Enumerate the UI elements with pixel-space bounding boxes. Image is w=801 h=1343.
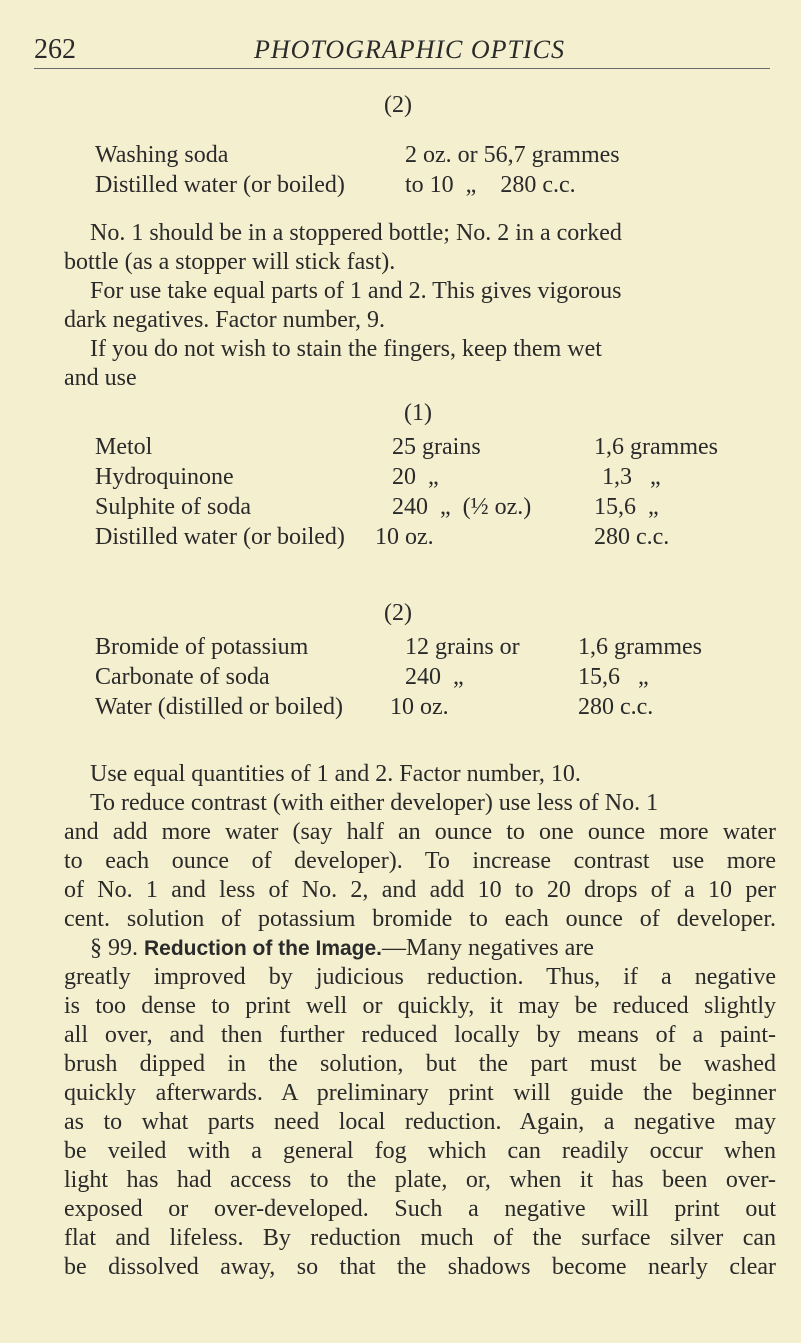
- formula-row: [0, 142, 801, 172]
- ingredient-quantity: 2 oz. or 56,7 grammes: [405, 142, 620, 168]
- running-title: PHOTOGRAPHIC OPTICS: [254, 35, 566, 64]
- section-lead-text: —Many negatives are: [382, 935, 594, 961]
- ingredient-name: Bromide of potassium: [95, 634, 309, 660]
- text-line: flat and lifeless. By reduction much of the surface silver can: [64, 1225, 776, 1251]
- text-line: greatly improved by judicious reduction. Thus, if a negative: [64, 964, 776, 990]
- text-line: To reduce contrast (with either developer) use less of No. 1: [90, 790, 659, 816]
- text-line: Use equal quantities of 1 and 2. Factor number, 10.: [90, 761, 581, 787]
- quantity-grains: 240 „: [405, 664, 464, 690]
- text-line: quickly afterwards. A preliminary print will guide the beginner: [64, 1080, 776, 1106]
- formula-row: [0, 434, 801, 464]
- paragraph: [64, 760, 776, 934]
- quantity-grains: 10 oz.: [390, 694, 449, 720]
- ingredient-name: Washing soda: [95, 142, 229, 168]
- quantity-grains: 240 „ (½ oz.): [392, 494, 532, 520]
- text-line: is too dense to print well or quickly, it may be reduced slightly: [64, 993, 776, 1019]
- ingredient-name: Water (distilled or boiled): [95, 694, 343, 720]
- ingredient-quantity: to 10 „ 280 c.c.: [405, 172, 576, 198]
- text-line: be veiled with a general fog which can readily occur when: [64, 1138, 776, 1164]
- quantity-grammes: 15,6 „: [578, 664, 649, 690]
- quantity-grains: 12 grains or: [405, 634, 520, 660]
- formula-row: [0, 172, 801, 202]
- header-rule: [34, 68, 770, 69]
- section-heading-line: [64, 934, 776, 963]
- text-line: No. 1 should be in a stoppered bottle; No. 2 in a corked: [90, 220, 622, 246]
- quantity-grains: 20 „: [392, 464, 439, 490]
- quantity-grammes: 15,6 „: [594, 494, 659, 520]
- ingredient-name: Metol: [95, 434, 153, 460]
- quantity-grammes: 1,6 grammes: [578, 634, 702, 660]
- text-line: light has had access to the plate, or, when it has been over-: [64, 1167, 776, 1193]
- formula-row: [0, 524, 801, 554]
- text-line: brush dipped in the solution, but the part must be washed: [64, 1051, 776, 1077]
- text-line: For use take equal parts of 1 and 2. This gives vigorous: [90, 278, 622, 304]
- ingredient-name: Distilled water (or boiled): [95, 172, 345, 198]
- ingredient-name: Sulphite of soda: [95, 494, 251, 520]
- text-line: exposed or over-developed. Such a negative will print out: [64, 1196, 776, 1222]
- text-line: If you do not wish to stain the fingers, keep them wet: [90, 336, 602, 362]
- formula-row: [0, 634, 801, 664]
- section-heading: Reduction of the Image.: [144, 937, 383, 960]
- paragraph: [64, 219, 776, 393]
- ingredient-name: Distilled water (or boiled): [95, 524, 345, 550]
- text-line: of No. 1 and less of No. 2, and add 10 to 20 drops of a 10 per: [64, 877, 776, 903]
- quantity-grammes: 280 c.c.: [578, 694, 654, 720]
- text-line: all over, and then further reduced locally by means of a paint-: [64, 1022, 776, 1048]
- text-line: and use: [64, 365, 137, 391]
- formula-row: [0, 464, 801, 494]
- formula-row: [0, 694, 801, 724]
- formula-number: (1): [404, 400, 432, 426]
- text-line: as to what parts need local reduction. Again, a negative may: [64, 1109, 776, 1135]
- text-line: and add more water (say half an ounce to one ounce more water: [64, 819, 776, 845]
- section-reduction: [64, 934, 776, 1282]
- quantity-grammes: 280 c.c.: [594, 524, 670, 550]
- text-line: to each ounce of developer). To increase contrast use more: [64, 848, 776, 874]
- text-line: bottle (as a stopper will stick fast).: [64, 249, 396, 275]
- quantity-grammes: 1,6 grammes: [594, 434, 718, 460]
- formula-number: (2): [384, 92, 412, 118]
- ingredient-name: Hydroquinone: [95, 464, 234, 490]
- page-header: [0, 34, 801, 74]
- formula-row: [0, 494, 801, 524]
- formula-row: [0, 664, 801, 694]
- quantity-grammes: 1,3 „: [602, 464, 661, 490]
- section-mark: § 99.: [90, 935, 138, 961]
- text-line: cent. solution of potassium bromide to each ounce of developer.: [64, 906, 776, 932]
- text-line: dark negatives. Factor number, 9.: [64, 307, 385, 333]
- page-number: 262: [34, 34, 76, 65]
- text-line: be dissolved away, so that the shadows become nearly clear: [64, 1254, 776, 1280]
- quantity-grains: 10 oz.: [375, 524, 434, 550]
- quantity-grains: 25 grains: [392, 434, 481, 460]
- ingredient-name: Carbonate of soda: [95, 664, 270, 690]
- formula-number: (2): [384, 600, 412, 626]
